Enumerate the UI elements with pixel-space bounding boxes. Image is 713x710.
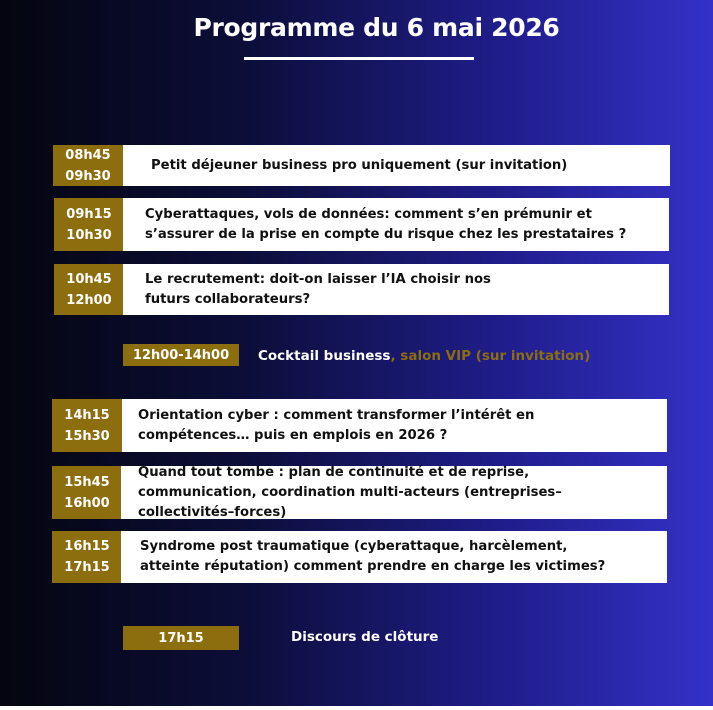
session-end-time: 15h30	[64, 428, 110, 444]
session-card	[123, 198, 669, 251]
session-item	[54, 198, 669, 251]
session-title: Cyberattaques, vols de données: comment s’en prémunir et s’assurer de la prise en compte du risque chez les prestataires ?	[145, 206, 627, 242]
session-start-time: 14h15	[64, 407, 110, 423]
session-item	[53, 145, 670, 186]
session-end-time: 16h00	[64, 495, 110, 511]
session-card	[123, 145, 670, 186]
session-card	[122, 399, 667, 452]
session-item	[52, 531, 667, 583]
cocktail-title: Cocktail business	[258, 348, 391, 364]
bottom-strip	[0, 706, 713, 710]
session-title: Syndrome post traumatique (cyberattaque, harcèlement, atteinte réputation) comment prendre en charge les victimes?	[140, 539, 606, 574]
cocktail-label	[258, 348, 590, 364]
session-item	[52, 466, 667, 519]
session-time-badge	[52, 531, 122, 583]
session-end-time: 12h00	[66, 292, 112, 308]
session-time-badge	[53, 145, 123, 186]
session-title: Quand tout tombe : plan de continuité et de reprise, communication, coordination multi-acteurs (entreprises–collectivités–forces)	[138, 464, 562, 520]
session-end-time: 10h30	[66, 227, 112, 243]
session-end-time: 17h15	[64, 560, 110, 575]
session-start-time: 16h15	[64, 539, 110, 554]
session-card	[121, 466, 667, 519]
session-time-badge	[54, 264, 124, 315]
session-card	[121, 531, 667, 583]
session-start-time: 10h45	[66, 271, 112, 287]
session-item	[54, 264, 669, 315]
session-start-time: 09h15	[66, 206, 112, 222]
session-start-time: 08h45	[65, 147, 111, 163]
session-item	[52, 399, 667, 452]
session-title: Petit déjeuner business pro uniquement (sur invitation)	[151, 157, 568, 173]
session-start-time: 15h45	[64, 474, 110, 490]
session-time-badge	[52, 399, 122, 452]
closing-time-badge: 17h15	[123, 626, 239, 650]
session-title: Le recrutement: doit-on laisser l’IA choisir nos futurs collaborateurs?	[145, 271, 491, 307]
session-card	[123, 264, 669, 315]
session-time-badge	[54, 198, 124, 251]
cocktail-vip-note: , salon VIP (sur invitation)	[390, 348, 591, 364]
session-time-badge	[52, 466, 122, 519]
closing-label: Discours de clôture	[291, 629, 439, 645]
session-title: Orientation cyber : comment transformer l’intérêt en compétences… puis en emplois en 2026 ?	[138, 407, 535, 443]
session-end-time: 09h30	[65, 168, 111, 184]
title-underline	[244, 57, 474, 60]
page-title: Programme du 6 mai 2026	[193, 13, 560, 42]
cocktail-time-badge: 12h00-14h00	[123, 344, 239, 366]
